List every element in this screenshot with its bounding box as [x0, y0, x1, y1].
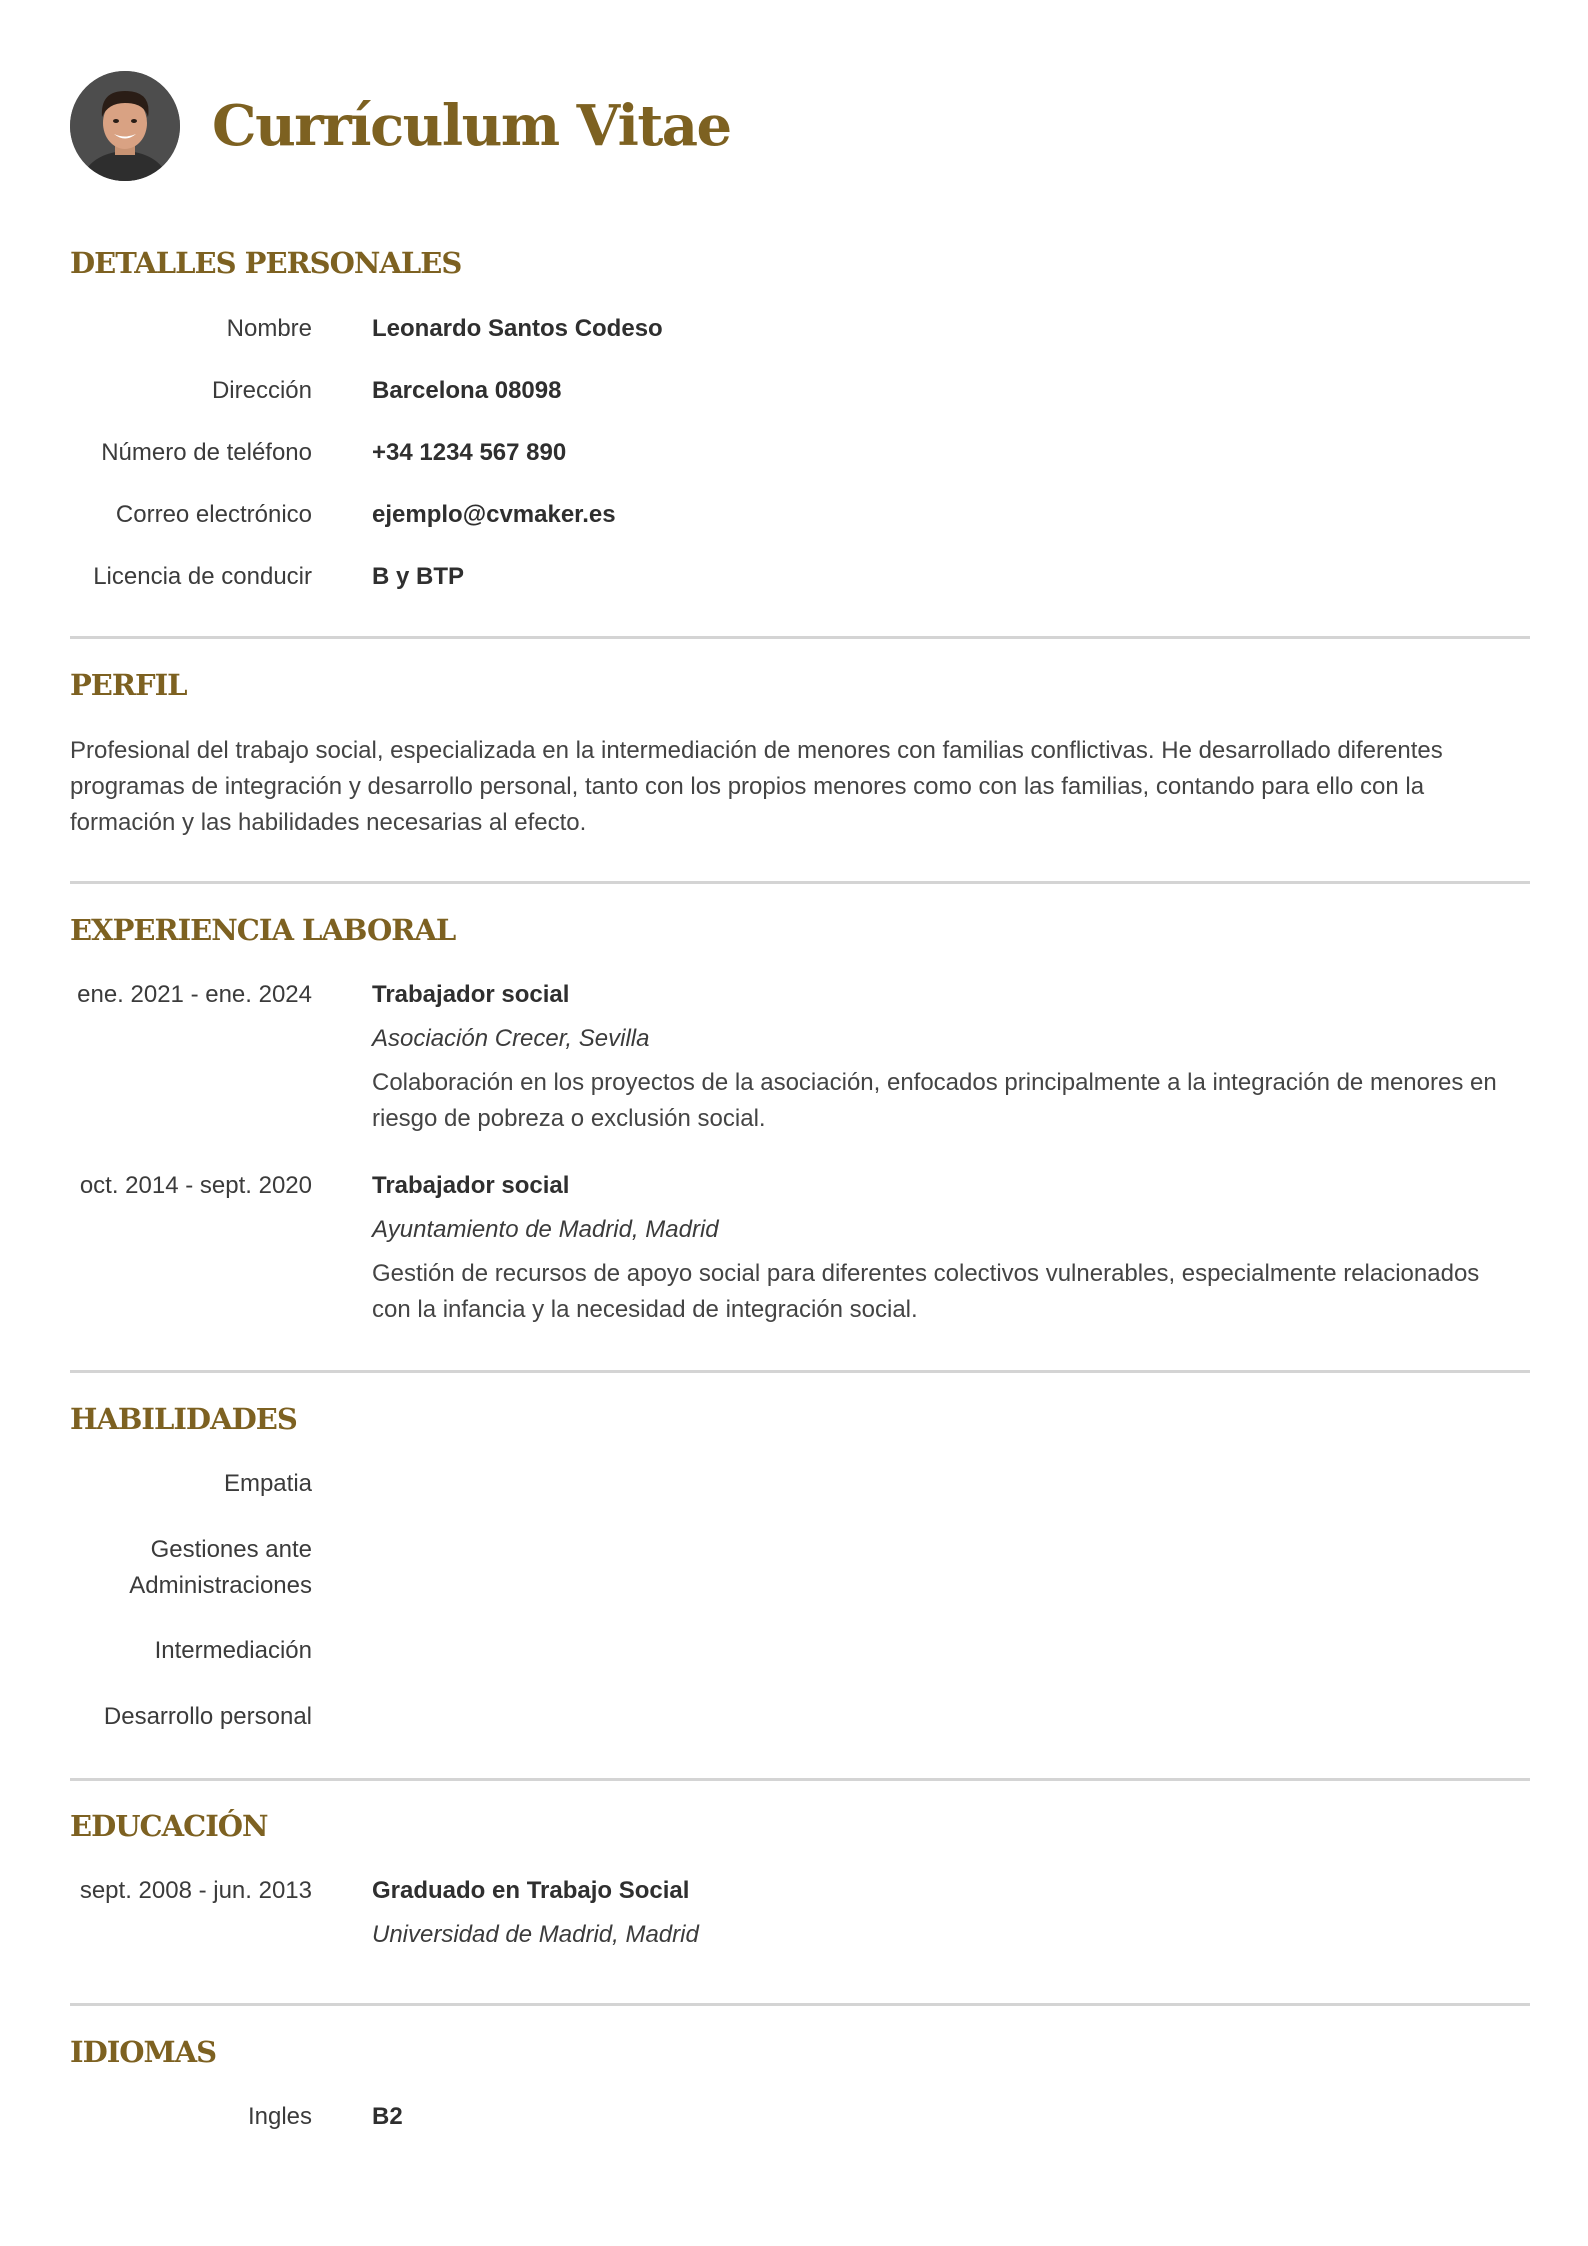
skill-item: [70, 1633, 1530, 1699]
section-title: DETALLES PERSONALES: [70, 246, 462, 280]
skill-label-line: Gestiones ante: [150, 1536, 312, 1563]
detail-label: Correo electrónico: [115, 501, 312, 528]
languages-section: [70, 2034, 1530, 2070]
personal-details-section: [70, 245, 1530, 281]
language-level: B2: [372, 2103, 403, 2130]
detail-row-license: [70, 559, 1530, 621]
education-school: Universidad de Madrid, Madrid: [372, 1921, 699, 1948]
avatar: [70, 71, 180, 181]
detail-row-address: [70, 373, 1530, 435]
skill-label: Empatia: [223, 1470, 312, 1497]
education-item: [70, 1873, 1530, 1953]
section-divider: [70, 881, 1530, 884]
education-section: [70, 1808, 1530, 1844]
skill-label-line: Administraciones: [129, 1572, 312, 1599]
detail-value: B y BTP: [372, 563, 465, 590]
skill-label: Desarrollo personal: [103, 1703, 312, 1730]
profile-line: Profesional del trabajo social, especializada en la intermediación de menores con familias conflictivas. He desarrollado diferentes: [70, 737, 1443, 764]
skill-label: [70, 1532, 312, 1633]
section-divider: [70, 1778, 1530, 1781]
detail-row-phone: [70, 435, 1530, 497]
skills-section: [70, 1401, 1530, 1437]
section-divider: [70, 636, 1530, 639]
experience-header-row: [70, 1168, 1530, 1328]
profile-section: [70, 667, 1530, 703]
education-dates: sept. 2008 - jun. 2013: [79, 1877, 312, 1904]
profile-text: [70, 733, 1530, 841]
profile-line: formación y las habilidades necesarias al efecto.: [70, 809, 587, 836]
experience-dates: oct. 2014 - sept. 2020: [79, 1172, 312, 1199]
skill-item: [70, 1466, 1530, 1532]
section-title: EDUCACIÓN: [70, 1809, 268, 1843]
experience-section: [70, 912, 1530, 948]
experience-item: [70, 977, 1530, 1137]
detail-value: +34 1234 567 890: [372, 439, 567, 466]
experience-desc-line: Colaboración en los proyectos de la asociación, enfocados principalmente a la integración de menores en: [372, 1069, 1497, 1096]
section-divider: [70, 2003, 1530, 2006]
profile-line: programas de integración y desarrollo personal, tanto con los propios menores como con las familias, contando para ello con la: [70, 773, 1425, 800]
education-row: [70, 1873, 1530, 1953]
detail-label: Dirección: [211, 377, 312, 404]
experience-role: Trabajador social: [372, 1172, 570, 1199]
section-title: IDIOMAS: [70, 2035, 217, 2069]
person-photo-icon: [70, 71, 180, 181]
detail-value: Barcelona 08098: [372, 377, 562, 404]
detail-value: Leonardo Santos Codeso: [372, 315, 663, 342]
experience-desc-line: con la infancia y la necesidad de integración social.: [372, 1296, 918, 1323]
language-label: Ingles: [247, 2103, 312, 2130]
experience-role: Trabajador social: [372, 981, 570, 1008]
experience-header-row: [70, 977, 1530, 1137]
cv-header: [70, 70, 731, 182]
experience-org: Ayuntamiento de Madrid, Madrid: [372, 1216, 719, 1243]
detail-label: Nombre: [226, 315, 312, 342]
section-divider: [70, 1370, 1530, 1373]
experience-desc-line: Gestión de recursos de apoyo social para diferentes colectivos vulnerables, especialmente relacionados: [372, 1260, 1480, 1287]
experience-dates: ene. 2021 - ene. 2024: [77, 981, 312, 1008]
skill-item: [70, 1699, 1530, 1765]
experience-org: Asociación Crecer, Sevilla: [372, 1025, 650, 1052]
languages-list: [70, 2099, 1530, 2135]
skills-list: [70, 1466, 1530, 1765]
detail-value: ejemplo@cvmaker.es: [372, 501, 616, 528]
experience-item: [70, 1168, 1530, 1328]
detail-label: Licencia de conducir: [93, 563, 312, 590]
education-degree: Graduado en Trabajo Social: [372, 1877, 690, 1904]
section-title: HABILIDADES: [70, 1402, 297, 1436]
section-title: EXPERIENCIA LABORAL: [70, 913, 456, 947]
section-title: PERFIL: [70, 668, 187, 702]
skill-label: Intermediación: [154, 1637, 312, 1664]
page-title: Currículum Vitae: [212, 93, 731, 159]
detail-label: Número de teléfono: [101, 439, 312, 466]
language-item: [70, 2099, 1530, 2135]
skill-item: [70, 1532, 1530, 1633]
detail-row-email: [70, 497, 1530, 559]
personal-details-list: [70, 311, 1530, 621]
detail-row-name: [70, 311, 1530, 373]
education-body: [372, 1873, 1530, 1953]
experience-body: [372, 1168, 1530, 1328]
experience-body: [372, 977, 1530, 1137]
experience-desc-line: riesgo de pobreza o exclusión social.: [372, 1105, 766, 1132]
